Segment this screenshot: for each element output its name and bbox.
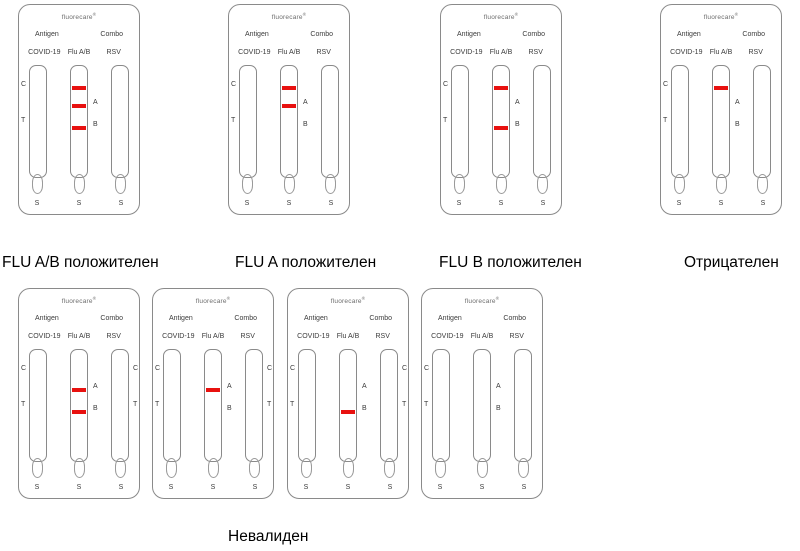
well-covid19 bbox=[242, 174, 253, 194]
label-covid19: COVID-19 bbox=[238, 49, 271, 56]
caption-flu-a-positive: FLU A положителен bbox=[235, 254, 377, 271]
label-flu-ab: Flu A/B bbox=[67, 49, 91, 56]
label-flu-ab: Flu A/B bbox=[489, 49, 513, 56]
well-covid19 bbox=[674, 174, 685, 194]
panel-label-row bbox=[661, 49, 781, 56]
sample-wells bbox=[430, 458, 534, 480]
label-c-left: C bbox=[231, 81, 237, 88]
well-rsv bbox=[384, 458, 395, 478]
window-covid19 bbox=[451, 65, 469, 178]
label-s-1: S bbox=[437, 484, 443, 491]
label-s-2: S bbox=[286, 200, 292, 207]
band-c bbox=[494, 86, 508, 90]
window-rsv bbox=[380, 349, 398, 462]
label-s-2: S bbox=[345, 484, 351, 491]
sample-labels bbox=[430, 484, 534, 494]
label-s-3: S bbox=[387, 484, 393, 491]
label-antigen: Antigen bbox=[677, 31, 701, 38]
label-t-right: T bbox=[402, 401, 407, 408]
window-rsv bbox=[533, 65, 551, 178]
label-b-right: B bbox=[303, 121, 308, 128]
label-b-right: B bbox=[362, 405, 367, 412]
brand-logo: fluorecare® bbox=[483, 12, 519, 22]
label-s-2: S bbox=[76, 484, 82, 491]
well-rsv bbox=[115, 458, 126, 478]
well-rsv bbox=[325, 174, 336, 194]
window-rsv bbox=[321, 65, 339, 178]
label-s-3: S bbox=[521, 484, 527, 491]
label-a-right: A bbox=[93, 383, 98, 390]
test-cassette-1 bbox=[18, 4, 140, 215]
well-rsv bbox=[537, 174, 548, 194]
caption-flu-ab-positive: FLU A/B положителен bbox=[2, 254, 159, 271]
label-s-2: S bbox=[210, 484, 216, 491]
caption-negative: Отрицателен bbox=[684, 254, 779, 271]
brand-logo: fluorecare® bbox=[195, 296, 231, 306]
well-covid19 bbox=[435, 458, 446, 478]
test-cassette-6 bbox=[152, 288, 274, 499]
label-s-3: S bbox=[540, 200, 546, 207]
test-cassette-7 bbox=[287, 288, 409, 499]
label-a-right: A bbox=[735, 99, 740, 106]
antigen-combo-row bbox=[153, 315, 273, 322]
label-combo: Combo bbox=[310, 31, 333, 38]
band-a bbox=[282, 104, 296, 108]
test-cassette-2 bbox=[228, 4, 350, 215]
label-s-2: S bbox=[479, 484, 485, 491]
well-flu-ab bbox=[284, 174, 295, 194]
label-s-3: S bbox=[252, 484, 258, 491]
well-flu-ab bbox=[716, 174, 727, 194]
sample-wells bbox=[449, 174, 553, 196]
label-b-right: B bbox=[735, 121, 740, 128]
label-t-left: T bbox=[155, 401, 160, 408]
label-antigen: Antigen bbox=[438, 315, 462, 322]
window-rsv bbox=[245, 349, 263, 462]
test-cassette-3 bbox=[440, 4, 562, 215]
label-a-right: A bbox=[93, 99, 98, 106]
panel-label-row bbox=[288, 333, 408, 340]
label-a-right: A bbox=[227, 383, 232, 390]
window-rsv bbox=[111, 349, 129, 462]
label-covid19: COVID-19 bbox=[670, 49, 703, 56]
label-t-left: T bbox=[290, 401, 295, 408]
sample-wells bbox=[161, 458, 265, 480]
antigen-combo-row bbox=[422, 315, 542, 322]
label-s-2: S bbox=[76, 200, 82, 207]
panel-label-row bbox=[422, 333, 542, 340]
brand-logo: fluorecare® bbox=[61, 296, 97, 306]
label-a-right: A bbox=[303, 99, 308, 106]
label-c-left: C bbox=[21, 365, 27, 372]
antigen-combo-row bbox=[19, 315, 139, 322]
label-s-1: S bbox=[303, 484, 309, 491]
label-s-1: S bbox=[168, 484, 174, 491]
label-combo: Combo bbox=[234, 315, 257, 322]
label-a-right: A bbox=[362, 383, 367, 390]
well-covid19 bbox=[32, 458, 43, 478]
label-t-left: T bbox=[663, 117, 668, 124]
label-b-right: B bbox=[515, 121, 520, 128]
label-b-right: B bbox=[93, 405, 98, 412]
label-s-3: S bbox=[118, 200, 124, 207]
label-combo: Combo bbox=[742, 31, 765, 38]
sample-labels bbox=[669, 200, 773, 210]
well-covid19 bbox=[166, 458, 177, 478]
band-a bbox=[72, 388, 86, 392]
label-c-left: C bbox=[290, 365, 296, 372]
test-cassette-5 bbox=[18, 288, 140, 499]
label-flu-ab: Flu A/B bbox=[67, 333, 91, 340]
sample-wells bbox=[27, 174, 131, 196]
antigen-combo-row bbox=[229, 31, 349, 38]
band-a bbox=[72, 104, 86, 108]
label-t-left: T bbox=[443, 117, 448, 124]
sample-labels bbox=[449, 200, 553, 210]
label-flu-ab: Flu A/B bbox=[709, 49, 733, 56]
well-rsv bbox=[518, 458, 529, 478]
brand-logo: fluorecare® bbox=[703, 12, 739, 22]
label-covid19: COVID-19 bbox=[162, 333, 195, 340]
label-antigen: Antigen bbox=[457, 31, 481, 38]
antigen-combo-row bbox=[661, 31, 781, 38]
result-windows bbox=[424, 349, 534, 462]
test-cassette-8 bbox=[421, 288, 543, 499]
caption-flu-b-positive: FLU B положителен bbox=[439, 254, 582, 271]
band-b bbox=[72, 126, 86, 130]
sample-wells bbox=[237, 174, 341, 196]
window-covid19 bbox=[671, 65, 689, 178]
label-s-1: S bbox=[34, 200, 40, 207]
panel-label-row bbox=[19, 333, 139, 340]
caption-invalid: Невалиден bbox=[228, 528, 309, 545]
well-flu-ab bbox=[477, 458, 488, 478]
window-flu-ab bbox=[492, 65, 510, 178]
sample-labels bbox=[296, 484, 400, 494]
label-covid19: COVID-19 bbox=[450, 49, 483, 56]
label-c-left: C bbox=[424, 365, 430, 372]
label-flu-ab: Flu A/B bbox=[277, 49, 301, 56]
label-s-3: S bbox=[328, 200, 334, 207]
label-t-left: T bbox=[21, 401, 26, 408]
label-rsv: RSV bbox=[106, 333, 121, 340]
window-covid19 bbox=[29, 349, 47, 462]
label-combo: Combo bbox=[100, 31, 123, 38]
well-flu-ab bbox=[208, 458, 219, 478]
antigen-combo-row bbox=[441, 31, 561, 38]
sample-labels bbox=[237, 200, 341, 210]
label-antigen: Antigen bbox=[35, 315, 59, 322]
label-s-2: S bbox=[498, 200, 504, 207]
label-t-left: T bbox=[21, 117, 26, 124]
window-flu-ab bbox=[70, 65, 88, 178]
label-antigen: Antigen bbox=[35, 31, 59, 38]
label-flu-ab: Flu A/B bbox=[201, 333, 225, 340]
band-c bbox=[282, 86, 296, 90]
label-c-left: C bbox=[663, 81, 669, 88]
label-rsv: RSV bbox=[509, 333, 524, 340]
brand-logo: fluorecare® bbox=[330, 296, 366, 306]
well-covid19 bbox=[32, 174, 43, 194]
window-flu-ab bbox=[339, 349, 357, 462]
label-b-right: B bbox=[227, 405, 232, 412]
label-t-left: T bbox=[231, 117, 236, 124]
well-rsv bbox=[757, 174, 768, 194]
panel-label-row bbox=[441, 49, 561, 56]
band-a bbox=[206, 388, 220, 392]
well-rsv bbox=[249, 458, 260, 478]
label-s-3: S bbox=[760, 200, 766, 207]
sample-labels bbox=[161, 484, 265, 494]
result-windows bbox=[231, 65, 341, 178]
sample-wells bbox=[669, 174, 773, 196]
window-flu-ab bbox=[473, 349, 491, 462]
label-rsv: RSV bbox=[375, 333, 390, 340]
label-combo: Combo bbox=[369, 315, 392, 322]
label-c-left: C bbox=[443, 81, 449, 88]
label-c-left: C bbox=[21, 81, 27, 88]
label-b-right: B bbox=[93, 121, 98, 128]
sample-labels bbox=[27, 484, 131, 494]
result-windows bbox=[663, 65, 773, 178]
label-rsv: RSV bbox=[106, 49, 121, 56]
window-covid19 bbox=[239, 65, 257, 178]
band-c bbox=[72, 86, 86, 90]
label-rsv: RSV bbox=[748, 49, 763, 56]
label-flu-ab: Flu A/B bbox=[336, 333, 360, 340]
label-b-right: B bbox=[496, 405, 501, 412]
well-rsv bbox=[115, 174, 126, 194]
label-combo: Combo bbox=[503, 315, 526, 322]
well-flu-ab bbox=[343, 458, 354, 478]
label-combo: Combo bbox=[522, 31, 545, 38]
band-b bbox=[72, 410, 86, 414]
well-flu-ab bbox=[496, 174, 507, 194]
label-s-2: S bbox=[718, 200, 724, 207]
panel-label-row bbox=[19, 49, 139, 56]
label-t-right: T bbox=[133, 401, 138, 408]
brand-logo: fluorecare® bbox=[271, 12, 307, 22]
sample-labels bbox=[27, 200, 131, 210]
label-a-right: A bbox=[496, 383, 501, 390]
well-covid19 bbox=[301, 458, 312, 478]
sample-wells bbox=[296, 458, 400, 480]
label-s-1: S bbox=[456, 200, 462, 207]
band-b bbox=[494, 126, 508, 130]
band-b bbox=[341, 410, 355, 414]
window-flu-ab bbox=[204, 349, 222, 462]
band-c bbox=[714, 86, 728, 90]
result-windows bbox=[21, 349, 139, 462]
label-rsv: RSV bbox=[240, 333, 255, 340]
label-antigen: Antigen bbox=[245, 31, 269, 38]
label-antigen: Antigen bbox=[304, 315, 328, 322]
label-rsv: RSV bbox=[528, 49, 543, 56]
result-windows bbox=[155, 349, 273, 462]
well-covid19 bbox=[454, 174, 465, 194]
brand-logo: fluorecare® bbox=[61, 12, 97, 22]
window-flu-ab bbox=[70, 349, 88, 462]
label-c-left: C bbox=[155, 365, 161, 372]
antigen-combo-row bbox=[288, 315, 408, 322]
window-rsv bbox=[753, 65, 771, 178]
label-t-right: T bbox=[267, 401, 272, 408]
result-windows bbox=[443, 65, 553, 178]
well-flu-ab bbox=[74, 458, 85, 478]
window-covid19 bbox=[163, 349, 181, 462]
window-rsv bbox=[514, 349, 532, 462]
window-covid19 bbox=[298, 349, 316, 462]
window-flu-ab bbox=[712, 65, 730, 178]
well-flu-ab bbox=[74, 174, 85, 194]
window-covid19 bbox=[432, 349, 450, 462]
test-cassette-4 bbox=[660, 4, 782, 215]
panel-label-row bbox=[229, 49, 349, 56]
window-rsv bbox=[111, 65, 129, 178]
label-c-right: C bbox=[133, 365, 139, 372]
label-s-1: S bbox=[34, 484, 40, 491]
label-covid19: COVID-19 bbox=[28, 333, 61, 340]
label-flu-ab: Flu A/B bbox=[470, 333, 494, 340]
label-a-right: A bbox=[515, 99, 520, 106]
label-covid19: COVID-19 bbox=[297, 333, 330, 340]
window-covid19 bbox=[29, 65, 47, 178]
label-rsv: RSV bbox=[316, 49, 331, 56]
label-s-1: S bbox=[676, 200, 682, 207]
window-flu-ab bbox=[280, 65, 298, 178]
result-windows bbox=[290, 349, 408, 462]
antigen-combo-row bbox=[19, 31, 139, 38]
result-windows bbox=[21, 65, 131, 178]
label-c-right: C bbox=[267, 365, 273, 372]
label-combo: Combo bbox=[100, 315, 123, 322]
label-covid19: COVID-19 bbox=[28, 49, 61, 56]
brand-logo: fluorecare® bbox=[464, 296, 500, 306]
label-s-1: S bbox=[244, 200, 250, 207]
label-covid19: COVID-19 bbox=[431, 333, 464, 340]
label-t-left: T bbox=[424, 401, 429, 408]
sample-wells bbox=[27, 458, 131, 480]
label-antigen: Antigen bbox=[169, 315, 193, 322]
label-s-3: S bbox=[118, 484, 124, 491]
label-c-right: C bbox=[402, 365, 408, 372]
panel-label-row bbox=[153, 333, 273, 340]
